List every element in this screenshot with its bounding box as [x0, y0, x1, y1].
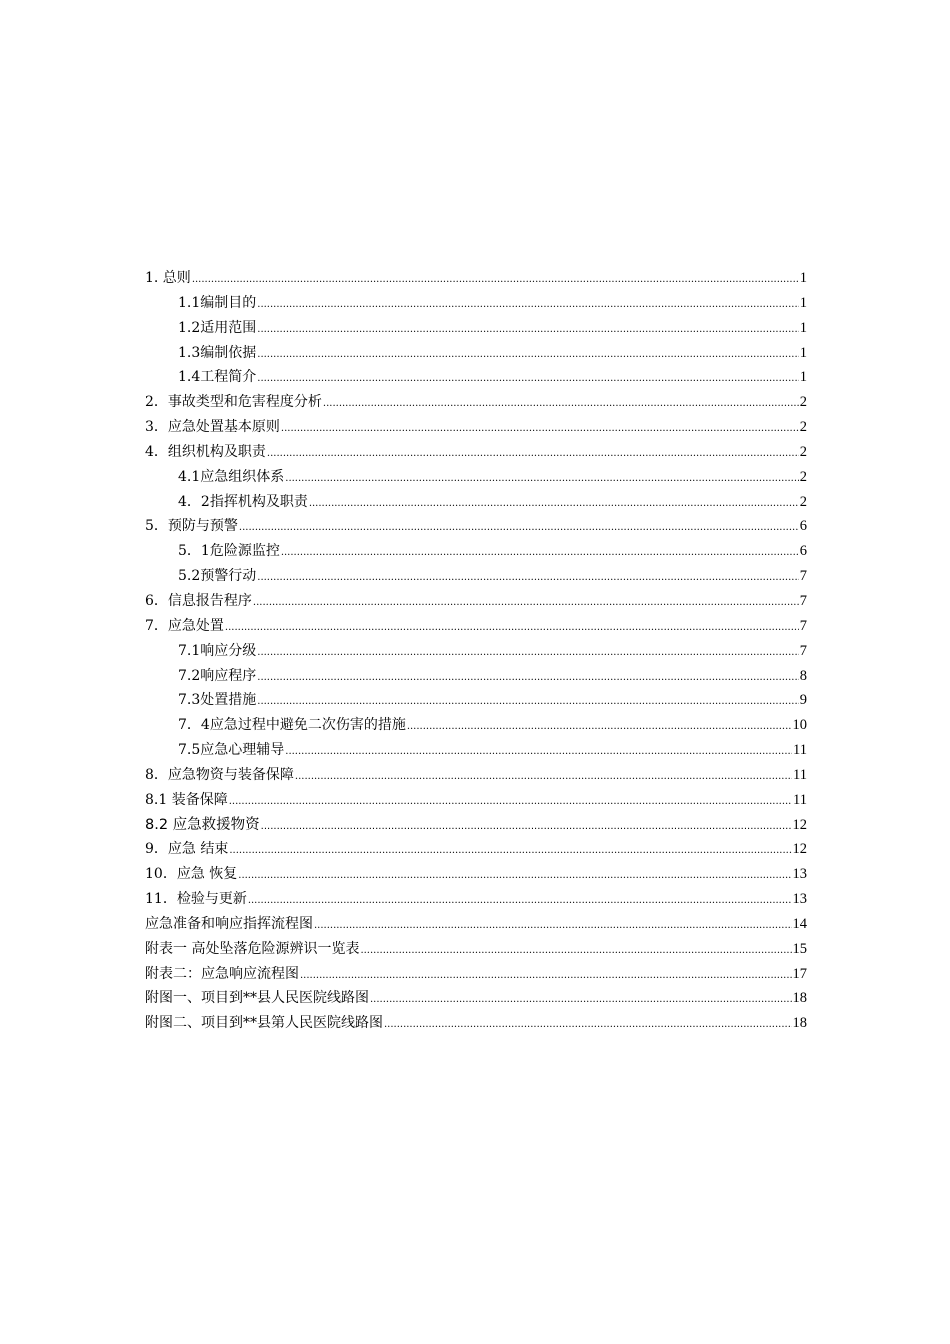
toc-page-number: 1 — [799, 294, 807, 311]
toc-page-number: 9 — [799, 692, 807, 709]
toc-page-number: 1 — [799, 369, 807, 386]
toc-entry-title: 5.2预警行动 — [178, 568, 257, 585]
toc-dot-leader — [384, 1013, 792, 1038]
toc-page-number: 10 — [792, 717, 807, 734]
toc-entry[interactable] — [145, 937, 807, 962]
toc-page-number: 6 — [799, 518, 807, 535]
toc-entry[interactable] — [145, 415, 807, 440]
toc-entry-title: 7．应急处置 — [145, 617, 224, 634]
toc-dot-leader — [257, 318, 798, 343]
toc-entry[interactable] — [145, 639, 807, 664]
toc-page-number: 11 — [793, 742, 807, 759]
toc-entry[interactable] — [145, 614, 807, 639]
toc-page-number: 17 — [792, 965, 807, 982]
toc-page-number: 18 — [792, 990, 807, 1007]
toc-page-number: 11 — [793, 766, 807, 783]
table-of-contents — [145, 266, 807, 1036]
toc-dot-leader — [253, 591, 799, 616]
toc-entry[interactable] — [145, 341, 807, 366]
toc-dot-leader — [295, 765, 792, 790]
toc-entry[interactable] — [145, 390, 807, 415]
toc-page-number: 2 — [799, 493, 807, 510]
toc-dot-leader — [229, 839, 791, 864]
toc-entry[interactable] — [145, 837, 807, 862]
toc-page-number: 12 — [792, 816, 807, 833]
toc-entry[interactable] — [145, 266, 807, 291]
toc-entry-title: 4．2指挥机构及职责 — [178, 493, 308, 510]
toc-entry[interactable] — [145, 763, 807, 788]
toc-dot-leader — [257, 641, 798, 666]
toc-dot-leader — [300, 964, 792, 989]
toc-dot-leader — [370, 988, 792, 1013]
toc-dot-leader — [248, 889, 792, 914]
toc-entry[interactable] — [145, 316, 807, 341]
toc-page-number: 6 — [799, 543, 807, 560]
toc-entry-title: 附表二：应急响应流程图 — [145, 965, 299, 982]
toc-entry-title: 附图一、项目到**县人民医院线路图 — [145, 990, 369, 1007]
toc-dot-leader — [238, 864, 791, 889]
toc-entry[interactable] — [145, 465, 807, 490]
toc-dot-leader — [281, 541, 799, 566]
toc-entry[interactable] — [145, 440, 807, 465]
toc-dot-leader — [257, 367, 798, 392]
toc-entry-title: 8．应急物资与装备保障 — [145, 766, 294, 783]
toc-page-number: 7 — [799, 617, 807, 634]
toc-entry-title: 2．事故类型和危害程度分析 — [145, 394, 322, 411]
toc-page-number: 11 — [793, 791, 807, 808]
toc-page-number: 7 — [799, 568, 807, 585]
toc-dot-leader — [257, 343, 798, 368]
toc-dot-leader — [314, 914, 792, 939]
toc-entry-title: 4.1应急组织体系 — [178, 468, 285, 485]
toc-dot-leader — [257, 293, 798, 318]
toc-dot-leader — [407, 715, 792, 740]
toc-dot-leader — [285, 740, 792, 765]
toc-entry[interactable] — [145, 490, 807, 515]
toc-entry-title: 1.4工程简介 — [178, 369, 257, 386]
toc-page-number: 18 — [792, 1015, 807, 1032]
toc-dot-leader — [285, 467, 798, 492]
toc-dot-leader — [309, 492, 799, 517]
toc-entry[interactable] — [145, 688, 807, 713]
toc-entry[interactable] — [145, 713, 807, 738]
toc-page-number: 2 — [799, 394, 807, 411]
toc-entry[interactable] — [145, 986, 807, 1011]
toc-entry-title: 7.5应急心理辅导 — [178, 742, 285, 759]
toc-entry-title: 8.2 应急救援物资 — [145, 816, 260, 833]
toc-dot-leader — [261, 815, 792, 840]
toc-entry-title: 9．应急 结束 — [145, 841, 229, 858]
toc-entry[interactable] — [145, 514, 807, 539]
toc-entry-title: 7．4应急过程中避免二次伤害的措施 — [178, 717, 406, 734]
toc-entry[interactable] — [145, 887, 807, 912]
toc-entry-title: 应急准备和响应指挥流程图 — [145, 915, 313, 932]
toc-page-number: 1 — [799, 270, 807, 286]
toc-entry[interactable] — [145, 291, 807, 316]
toc-page-number: 7 — [799, 642, 807, 659]
toc-entry-title: 5．1危险源监控 — [178, 543, 280, 560]
toc-dot-leader — [229, 790, 792, 815]
toc-page-number: 2 — [799, 419, 807, 436]
toc-entry[interactable] — [145, 738, 807, 763]
toc-entry-title: 8.1 装备保障 — [145, 791, 228, 808]
toc-entry-title: 6．信息报告程序 — [145, 592, 252, 609]
toc-page-number: 7 — [799, 592, 807, 609]
toc-dot-leader — [323, 392, 799, 417]
toc-dot-leader — [239, 516, 799, 541]
toc-entry-title: 3．应急处置基本原则 — [145, 419, 280, 436]
toc-entry-title: 附图二、项目到**县第人民医院线路图 — [145, 1015, 383, 1032]
toc-dot-leader — [281, 417, 799, 442]
toc-page-number: 14 — [792, 915, 807, 932]
toc-entry-title: 7.1响应分级 — [178, 642, 257, 659]
toc-entry[interactable] — [145, 962, 807, 987]
toc-entry-title: 7.2响应程序 — [178, 667, 257, 684]
toc-entry-title: 4．组织机构及职责 — [145, 443, 266, 460]
toc-page-number: 8 — [799, 667, 807, 684]
toc-dot-leader — [267, 442, 799, 467]
toc-dot-leader — [360, 939, 791, 964]
toc-dot-leader — [225, 616, 799, 641]
toc-entry[interactable] — [145, 912, 807, 937]
toc-entry-title: 1.3编制依据 — [178, 344, 257, 361]
toc-page-number: 12 — [792, 841, 807, 858]
toc-page-number: 15 — [792, 940, 807, 957]
toc-entry-title: 10．应急 恢复 — [145, 866, 238, 883]
toc-entry[interactable] — [145, 664, 807, 689]
toc-entry[interactable] — [145, 1011, 807, 1036]
toc-entry[interactable] — [145, 564, 807, 589]
toc-page-number: 13 — [792, 866, 807, 883]
toc-entry[interactable] — [145, 862, 807, 887]
toc-entry-title: 11．检验与更新 — [145, 891, 247, 908]
toc-entry[interactable] — [145, 365, 807, 390]
toc-entry-title: 1. 总则 — [145, 270, 191, 286]
toc-page-number: 13 — [792, 891, 807, 908]
toc-entry-title: 附表一 高处坠落危险源辨识一览表 — [145, 940, 360, 957]
toc-entry[interactable] — [145, 788, 807, 813]
toc-dot-leader — [257, 666, 798, 691]
toc-entry-title: 1.1编制目的 — [178, 294, 257, 311]
toc-dot-leader — [192, 268, 799, 293]
toc-entry[interactable] — [145, 813, 807, 838]
toc-entry-title: 7.3处置措施 — [178, 692, 257, 709]
toc-entry[interactable] — [145, 539, 807, 564]
toc-page-number: 1 — [799, 344, 807, 361]
toc-page-number: 2 — [799, 468, 807, 485]
toc-page-number: 2 — [799, 443, 807, 460]
toc-entry[interactable] — [145, 589, 807, 614]
toc-entry-title: 5．预防与预警 — [145, 518, 238, 535]
toc-dot-leader — [257, 690, 798, 715]
toc-entry-title: 1.2适用范围 — [178, 319, 257, 336]
toc-page-number: 1 — [799, 319, 807, 336]
toc-dot-leader — [257, 566, 798, 591]
